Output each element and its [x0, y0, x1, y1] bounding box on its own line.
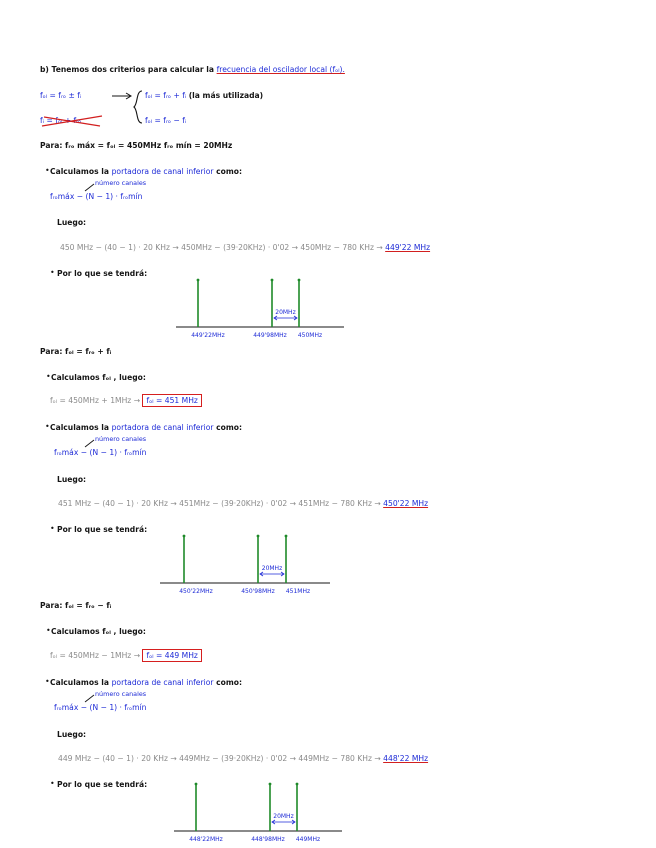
section-3-annotation: número canales — [95, 690, 147, 698]
section-1-portadora-line — [50, 168, 242, 176]
criteria-left-top: fₒₗ = fᵣₒ ± fᵢ — [40, 91, 82, 100]
label-left: 450'22MHz — [179, 588, 213, 595]
section-2-calc-flo: Calculamos fₒₗ , luego: — [51, 373, 146, 382]
section-2-annotation: número canales — [95, 435, 147, 443]
section-1-luego: Luego: — [57, 218, 87, 227]
section-2-por-lo: Por lo que se tendrá: — [57, 525, 148, 534]
section-3-formula: fᵣₒmáx − (N − 1) · fᵣₒmín — [54, 703, 147, 712]
section-3-luego: Luego: — [57, 730, 87, 739]
section-2-calc-line — [58, 500, 428, 508]
intro-highlight: frecuencia del oscilador local (fₒₗ). — [216, 65, 345, 74]
bullet: • — [45, 166, 50, 175]
label-left: 448'22MHz — [189, 836, 223, 843]
bullet: • — [50, 524, 55, 533]
section-2-portadora-line — [50, 424, 242, 432]
portadora-suffix: como: — [213, 167, 243, 176]
label-right: 449MHz — [295, 836, 321, 843]
spacing-label: 20MHz — [273, 813, 294, 820]
portadora-suffix: como: — [213, 423, 243, 432]
criteria-right-top: fₒₗ = fᵣₒ + fᵢ — [145, 91, 187, 100]
portadora-blue: portadora de canal inferior — [111, 167, 214, 176]
spectrum-tip — [298, 279, 301, 282]
portadora-blue: portadora de canal inferior — [111, 423, 214, 432]
section-1-result: 449'22 MHz — [385, 243, 431, 252]
section-3-result: 448'22 MHz — [383, 754, 429, 763]
label-mid: 448'98MHz — [251, 836, 285, 843]
criteria-right-top-line — [145, 92, 263, 100]
bullet: • — [45, 422, 50, 431]
strike-mark — [40, 114, 110, 128]
bullet: • — [45, 677, 50, 686]
spectrum-tip — [296, 783, 299, 786]
bullet: • — [50, 779, 55, 788]
label-left: 449'22MHz — [191, 332, 225, 339]
portadora-suffix: como: — [213, 678, 243, 687]
spectrum-diagram-2 — [160, 530, 335, 596]
spectrum-tip — [195, 783, 198, 786]
criteria-left-bottom: fᵢ = fₒₗ + fᵣₒ — [40, 116, 82, 125]
label-right: 451MHz — [285, 588, 311, 595]
spectrum-tip — [271, 279, 274, 282]
spectrum-tip — [257, 535, 260, 538]
spectrum-tip — [269, 783, 272, 786]
bullet: • — [46, 372, 51, 381]
section-2-flo-line — [50, 397, 202, 405]
calc-text: 449 MHz − (40 − 1) · 20 KHz → 449MHz − (39·20KHz) · 0'02 → 449MHz − 780 KHz → — [58, 754, 381, 763]
spectrum-diagram-3 — [174, 776, 346, 844]
criteria-right-top-note: (la más utilizada) — [188, 91, 264, 100]
section-3-flo-line — [50, 652, 202, 660]
spectrum-diagram-1 — [176, 274, 346, 340]
label-right: 450MHz — [297, 332, 323, 339]
spectrum-tip — [183, 535, 186, 538]
section-3-boxed-result: fₒₗ = 449 MHz — [142, 649, 201, 662]
calc-text: 451 MHz − (40 − 1) · 20 KHz → 451MHz − (39·20KHz) · 0'02 → 451MHz − 780 KHz → — [58, 499, 381, 508]
section-2-result: 450'22 MHz — [383, 499, 429, 508]
intro-prefix: b) Tenemos dos criterios para calcular la — [40, 65, 217, 74]
label-mid: 450'98MHz — [241, 588, 275, 595]
calc-text: 450 MHz − (40 − 1) · 20 KHz → 450MHz − (39·20KHz) · 0'02 → 450MHz − 780 KHz → — [60, 243, 383, 252]
calc-expr: fₒₗ = 450MHz − 1MHz → — [50, 651, 141, 660]
section-2-boxed-result: fₒₗ = 451 MHz — [142, 394, 201, 407]
section-2-formula: fᵣₒmáx − (N − 1) · fᵣₒmín — [54, 448, 147, 457]
section-3-portadora-line — [50, 679, 242, 687]
portadora-prefix: Calculamos la — [50, 678, 112, 687]
portadora-prefix: Calculamos la — [50, 167, 112, 176]
section-1-para: Para: fᵣₒ máx = fₒₗ = 450MHz fᵣₒ mín = 20MHz — [40, 141, 233, 150]
calc-expr: fₒₗ = 450MHz + 1MHz → — [50, 396, 141, 405]
section-1-annotation: número canales — [95, 179, 147, 187]
section-2-luego: Luego: — [57, 475, 87, 484]
spectrum-tip — [197, 279, 200, 282]
section-2-para: Para: fₒₗ = fᵣₒ + fᵢ — [40, 347, 112, 356]
section-3-calc-line — [58, 755, 428, 763]
spacing-label: 20MHz — [275, 309, 296, 316]
portadora-prefix: Calculamos la — [50, 423, 112, 432]
portadora-blue: portadora de canal inferior — [111, 678, 214, 687]
label-mid: 449'98MHz — [253, 332, 287, 339]
section-1-formula: fᵣₒmáx − (N − 1) · fᵣₒmín — [50, 192, 143, 201]
section-3-calc-flo: Calculamos fₒₗ , luego: — [51, 627, 146, 636]
criteria-right-bottom: fₒₗ = fᵣₒ − fᵢ — [145, 116, 187, 125]
spectrum-tip — [285, 535, 288, 538]
intro-line — [40, 66, 345, 74]
section-1-por-lo: Por lo que se tendrá: — [57, 269, 148, 278]
spacing-label: 20MHz — [261, 565, 283, 572]
bullet: • — [46, 626, 51, 635]
section-3-para: Para: fₒₗ = fᵣₒ − fᵢ — [40, 601, 112, 610]
section-1-calc-line — [60, 244, 430, 252]
criteria-arrow-brace — [112, 90, 146, 130]
bullet: • — [50, 268, 55, 277]
section-3-por-lo: Por lo que se tendrá: — [57, 780, 148, 789]
